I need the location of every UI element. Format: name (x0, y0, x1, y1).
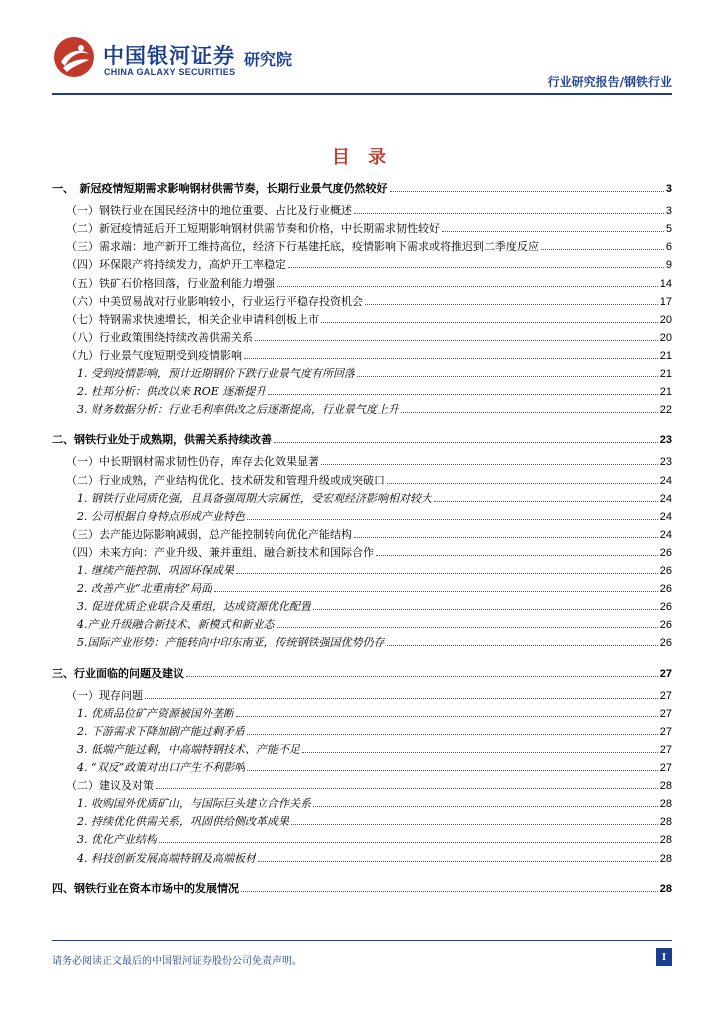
toc-section-entry[interactable] (52, 313, 672, 327)
toc-leader-dots (247, 769, 658, 771)
toc-entry-page: 28 (659, 816, 672, 829)
toc-entry-page: 6 (665, 241, 672, 254)
toc-subsection-entry[interactable] (52, 403, 672, 417)
toc-subsection-entry[interactable] (52, 707, 672, 721)
footer-divider (52, 940, 672, 941)
toc-chapter-entry[interactable] (52, 667, 672, 681)
galaxy-logo-icon (53, 36, 95, 78)
toc-leader-dots (365, 303, 658, 305)
toc-leader-dots (255, 339, 658, 341)
toc-section-entry[interactable] (52, 349, 672, 363)
toc-subsection-entry[interactable] (52, 815, 672, 829)
toc-entry-page: 28 (659, 780, 672, 793)
toc-entry-title: （二）新冠疫情延后开工短期影响钢材供需节奏和价格，中长期需求韧性较好 (66, 222, 440, 236)
toc-leader-dots (354, 536, 658, 538)
toc-entry-title: （一）钢铁行业在国民经济中的地位重要、占比及行业概述 (66, 204, 352, 218)
toc-entry-page: 22 (659, 404, 672, 417)
toc-entry-title: 一、 新冠疫情短期需求影响钢材供需节奏，长期行业景气度仍然较好 (52, 182, 388, 195)
toc-leader-dots (156, 787, 658, 789)
toc-entry-page: 20 (659, 331, 672, 344)
toc-leader-dots (291, 823, 658, 825)
toc-leader-dots (214, 590, 658, 592)
toc-section-entry[interactable] (52, 331, 672, 345)
toc-section-entry[interactable] (52, 779, 672, 793)
toc-section-entry[interactable] (52, 689, 672, 703)
toc-leader-dots (159, 841, 658, 843)
toc-entry-title: 4. 科技创新发展高端特钢及高端板材 (77, 851, 256, 865)
toc-entry-page: 26 (659, 619, 672, 632)
toc-subsection-entry[interactable] (52, 797, 672, 811)
toc-entry-page: 28 (659, 852, 672, 865)
toc-entry-title: 1. 收购国外优质矿山，与国际巨头建立合作关系 (77, 797, 311, 811)
toc-subsection-entry[interactable] (52, 367, 672, 381)
toc-entry-title: （二）建议及对策 (66, 779, 154, 793)
toc-subsection-entry[interactable] (52, 636, 672, 650)
toc-leader-dots (277, 626, 658, 628)
header-divider (52, 93, 672, 95)
toc-section-entry[interactable] (52, 222, 672, 236)
toc-leader-dots (401, 411, 658, 413)
toc-entry-title: 1. 继续产能控制、巩固环保成果 (77, 564, 234, 577)
toc-entry-title: 2. 持续优化供需关系，巩固供给侧改革成果 (77, 815, 289, 829)
toc-leader-dots (288, 266, 664, 268)
toc-entry-page: 26 (659, 637, 672, 650)
toc-section-entry[interactable] (52, 528, 672, 542)
toc-entry-page: 26 (659, 583, 672, 596)
toc-subsection-entry[interactable] (52, 852, 672, 866)
toc-entry-title: 4. “双反”政策对出口产生不利影响 (77, 761, 246, 774)
toc-entry-title: （三）需求端：地产新开工维持高位，经济下行基建托底，疫情影响下需求或将推迟到二季度反应 (66, 240, 539, 254)
toc-entry-title: （四）环保限产将持续发力，高炉开工率稳定 (66, 258, 286, 272)
toc-entry-page: 27 (659, 667, 672, 680)
toc-leader-dots (321, 463, 658, 465)
toc-entry-title: （九）行业景气度短期受到疫情影响 (66, 348, 242, 362)
toc-entry-title: （一）中长期钢材需求韧性仍存，库存去化效果显著 (66, 455, 319, 469)
toc-entry-title: （七）特钢需求快速增长，相关企业申请科创板上市 (66, 312, 319, 326)
toc-leader-dots (390, 190, 664, 192)
toc-section-entry[interactable] (52, 455, 672, 469)
toc-leader-dots (354, 212, 664, 214)
toc-leader-dots (258, 860, 658, 862)
toc-leader-dots (247, 518, 658, 520)
toc-entry-page: 27 (659, 725, 672, 738)
toc-entry-page: 27 (659, 743, 672, 756)
brand-name-cn: 中国银河证券 (103, 44, 235, 68)
toc-leader-dots (277, 285, 658, 287)
toc-entry-title: 3. 财务数据分析：行业毛利率供改之后逐渐提高，行业景气度上升 (77, 403, 399, 417)
toc-section-entry[interactable] (52, 204, 672, 218)
toc-subsection-entry[interactable] (52, 725, 672, 739)
toc-entry-title: 3. 促进优质企业联合及重组，达成资源优化配置 (77, 600, 311, 614)
toc-entry-page: 26 (659, 601, 672, 614)
toc-entry-page: 21 (659, 349, 672, 362)
toc-entry-title: （一）现存问题 (66, 688, 143, 702)
toc-leader-dots (442, 230, 664, 232)
toc-section-entry[interactable] (52, 277, 672, 291)
toc-entry-title: 1. 优质品位矿产资源被国外垄断 (77, 706, 234, 720)
toc-entry-page: 24 (659, 510, 672, 523)
toc-title: 目 录 (331, 147, 393, 168)
page-header (0, 0, 724, 120)
toc-chapter-entry[interactable] (52, 882, 672, 896)
toc-entry-title: 3. 低端产能过剩，中高端特钢技术、产能不足 (77, 742, 300, 756)
toc-entry-title: 四、钢铁行业在资本市场中的发展情况 (52, 881, 239, 895)
toc-entry-page: 24 (659, 528, 672, 541)
toc-entry-page: 27 (659, 689, 672, 702)
toc-entry-page: 26 (659, 565, 672, 577)
toc-entry-title: 4.产业升级融合新技术、新模式和新业态 (77, 618, 275, 632)
toc-subsection-entry[interactable] (52, 385, 672, 399)
toc-leader-dots (434, 500, 658, 502)
toc-chapter-entry[interactable] (52, 433, 672, 447)
toc-entry-title: （二）行业成熟，产业结构优化、技术研发和管理升级或成突破口 (66, 473, 385, 487)
toc-entry-title: 5.国际产业形势：产能转向中印东南亚，传统钢铁强国优势仍存 (77, 636, 385, 650)
toc-leader-dots (376, 554, 658, 556)
toc-entry-page: 9 (665, 259, 672, 272)
toc-section-entry[interactable] (52, 258, 672, 272)
toc-subsection-entry[interactable] (52, 600, 672, 614)
toc-entry-page: 23 (659, 456, 672, 469)
toc-subsection-entry[interactable] (52, 564, 672, 578)
toc-entry-title: 1. 受到疫情影响，预计近期钢价下跌行业景气度有所回落 (77, 367, 355, 380)
toc-entry-page: 24 (659, 474, 672, 487)
toc-entry-title: （三）去产能边际影响减弱，总产能控制转向优化产能结构 (66, 527, 352, 541)
toc-entry-title: 三、行业面临的问题及建议 (52, 666, 184, 680)
toc-chapter-entry[interactable] (52, 182, 672, 196)
toc-entry-title: 1. 钢铁行业同质化强，且具备强周期大宗属性，受宏观经济影响相对较大 (77, 491, 432, 505)
toc-entry-title: （四）未来方向：产业升级、兼并重组、融合新技术和国际合作 (66, 545, 374, 559)
page-number-badge: I (656, 948, 672, 966)
toc-entry-title: 2. 改善产业“北重南轻”局面 (77, 582, 213, 596)
toc-leader-dots (302, 751, 658, 753)
toc-section-entry[interactable] (52, 295, 672, 309)
toc-entry-page: 20 (659, 313, 672, 326)
toc-leader-dots (241, 890, 658, 892)
toc-entry-page: 21 (659, 386, 672, 399)
toc-entry-page: 27 (659, 762, 672, 774)
toc-subsection-entry[interactable] (52, 582, 672, 596)
toc-subsection-entry[interactable] (52, 492, 672, 506)
toc-entry-page: 28 (659, 798, 672, 811)
toc-entry-title: （五）铁矿石价格回落，行业盈利能力增强 (66, 276, 275, 290)
toc-leader-dots (247, 733, 658, 735)
institute-label: 研究院 (244, 50, 293, 69)
toc-entry-page: 28 (659, 882, 672, 895)
toc-entry-page: 14 (659, 277, 672, 290)
toc-entry-page: 28 (659, 834, 672, 847)
toc-entry-page: 23 (659, 434, 672, 447)
toc-entry-page: 3 (665, 183, 672, 195)
toc-leader-dots (313, 608, 658, 610)
toc-leader-dots (313, 805, 658, 807)
toc-subsection-entry[interactable] (52, 618, 672, 632)
toc-leader-dots (321, 321, 658, 323)
report-type-label: 行业研究报告/钢铁行业 (547, 75, 672, 89)
toc-entry-title: 2. 下游需求下降加剧产能过剩矛盾 (77, 724, 245, 738)
toc-entry-page: 21 (659, 368, 672, 380)
toc-leader-dots (268, 393, 657, 395)
toc-leader-dots (387, 482, 658, 484)
toc-leader-dots (274, 441, 658, 443)
toc-entry-page: 5 (665, 223, 672, 236)
toc-subsection-entry[interactable] (52, 510, 672, 524)
toc-leader-dots (145, 697, 658, 699)
toc-entry-title: 二、钢铁行业处于成熟期，供需关系持续改善 (52, 433, 272, 447)
toc-leader-dots (387, 644, 658, 646)
toc-entry-title: （八）行业政策围绕持续改善供需关系 (66, 330, 253, 344)
toc-leader-dots (236, 715, 658, 717)
toc-leader-dots (357, 375, 658, 377)
toc-leader-dots (186, 675, 658, 677)
toc-entry-page: 26 (659, 546, 672, 559)
toc-entry-title: （六）中美贸易战对行业影响较小，行业运行平稳存投资机会 (66, 294, 363, 308)
toc-leader-dots (236, 572, 658, 574)
toc-leader-dots (541, 248, 664, 250)
toc-leader-dots (244, 357, 658, 359)
toc-entry-page: 3 (665, 205, 672, 218)
toc-subsection-entry[interactable] (52, 761, 672, 775)
toc-subsection-entry[interactable] (52, 833, 672, 847)
toc-entry-title: 2. 公司根据自身特点形成产业特色 (77, 509, 245, 523)
toc-entry-title: 3. 优化产业结构 (77, 833, 157, 847)
toc-section-entry[interactable] (52, 240, 672, 254)
toc-section-entry[interactable] (52, 474, 672, 488)
toc-entry-page: 24 (659, 492, 672, 505)
toc-entry-page: 27 (659, 707, 672, 720)
brand-name-en: CHINA GALAXY SECURITIES (104, 67, 236, 77)
footer-disclaimer: 请务必阅读正文最后的中国银河证券股份公司免责声明。 (52, 956, 302, 967)
toc-section-entry[interactable] (52, 546, 672, 560)
toc-subsection-entry[interactable] (52, 743, 672, 757)
toc-entry-page: 17 (659, 295, 672, 308)
toc-entry-title: 2. 杜邦分析：供改以来 ROE 逐渐提升 (77, 385, 267, 399)
